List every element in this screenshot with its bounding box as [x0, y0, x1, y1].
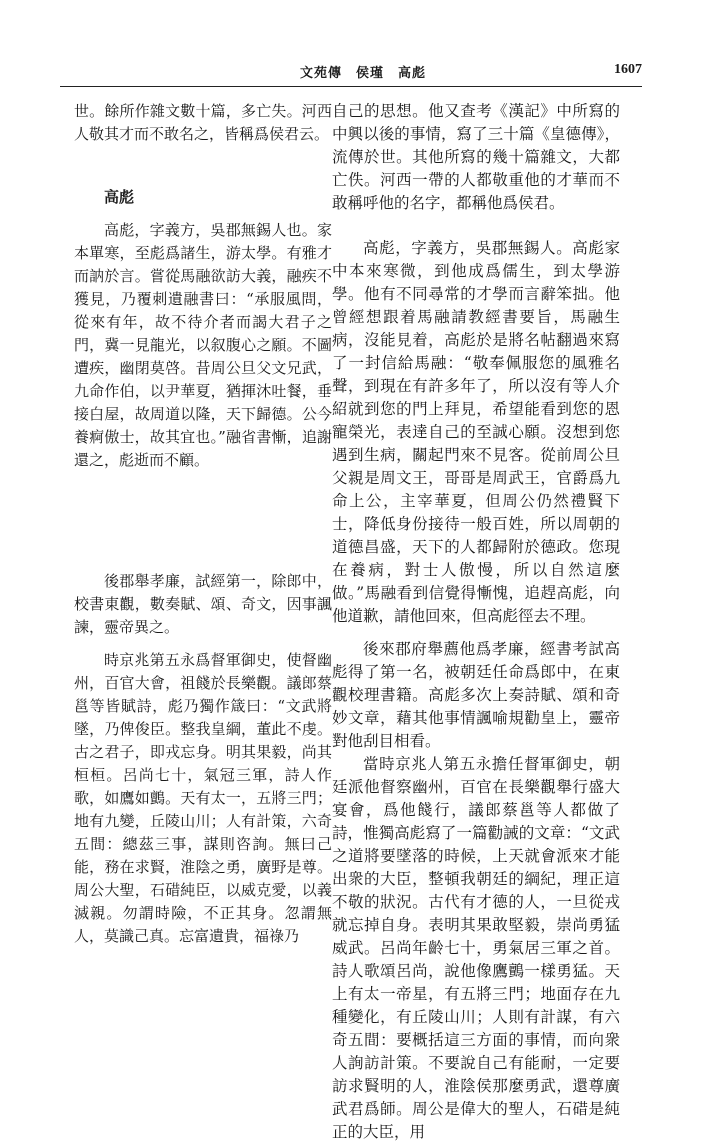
translation-column: [332, 100, 620, 1144]
left-paragraph-2: 後郡舉孝廉，試經第一，除郎中，校書東觀，數奏賦、頌、奇文，因事諷諫，靈帝異之。: [74, 572, 332, 636]
right-paragraph-3: 當時京兆人第五永擔任督軍御史，朝廷派他督察幽州，百官在長樂觀舉行盛大宴會，爲他餞行，議郎蔡邕等人都做了詩，惟獨高彪寫了一篇勸誡的文章：“文武之道將要墜落的時候，上天就會派來才能出衆的大臣，整頓我朝廷的綱紀，理正這不敬的狀況。古代有才德的人，一旦從戎就忘掉自身。表明其果敢堅毅，崇尚勇猛威武。呂尚年齡七十，勇氣居三軍之首。詩人歌頌呂尚，說他像鷹鸇一樣勇猛。天上有太一帝星，有五將三門；地面存在九種變化，有丘陵山川；人則有計謀，有六奇五間：要概括這三方面的事情，而向衆人詢訪計策。不要說自己有能耐，一定要訪求賢明的人，淮陰侯那麼勇武，還尊廣武君爲師。周公是偉大的聖人，石碏是純正的大臣，用: [332, 755, 620, 1141]
right-paragraph-1: 高彪，字義方，吳郡無錫人。高彪家中本來寒微，到他成爲儒生，到太學游學。他有不同尋常的才學而言辭笨拙。他曾經想跟着馬融請教經書要旨，馬融生病，沒能見着，高彪於是將名帖翻過來寫了一封信給馬融：“敬奉佩服您的風雅名聲，到現在有許多年了，所以沒有等人介紹就到您的門上拜見，希望能看到您的恩寵榮光，表達自己的至誠心願。沒想到您遇到生病，關起門來不見客。從前周公旦父親是周文王，哥哥是周武王，官爵爲九命上公，主宰華夏，但周公仍然禮賢下士，降低身份接待一般百姓，所以周朝的道德昌盛，天下的人都歸附於德政。您現在養病，對士人傲慢，所以自然這麼做。”馬融看到信覺得慚愧，追趕高彪，向他道歉，請他回來，但高彪徑去不理。: [332, 239, 620, 625]
left-intro-paragraph: 世。餘所作雜文數十篇，多亡失。河西人敬其才而不敢名之，皆稱爲侯君云。: [74, 102, 332, 143]
header-rule: [60, 86, 642, 87]
left-paragraph-3: 時京兆第五永爲督軍御史，使督幽州，百官大會，祖餞於長樂觀。議郎蔡邕等皆賦詩，彪乃獨作箴曰：“文武將墜，乃俾俊臣。整我皇綱，董此不虔。古之君子，即戎忘身。明其果毅，尚其桓桓。呂尚七十，氣冠三軍，詩人作歌，如鷹如鸇。天有太一，五將三門；地有九變，丘陵山川；人有計策，六奇五間：總茲三事，謀則咨詢。無曰己能，務在求賢，淮陰之勇，廣野是尊。周公大聖，石碏純臣，以威克愛，以義滅親。勿謂時險，不正其身。忽謂無人，莫識己真。忘富遺貴，福祿乃: [74, 651, 332, 945]
left-paragraph-1: 高彪，字義方，吳郡無錫人也。家本單寒，至彪爲諸生，游太學。有雅才而訥於言。嘗從馬融欲訪大義，融疾不獲見，乃覆刺遺融書曰：“承服風問，從來有年，故不待介者而謁大君子之門，冀一見龍光，以叙腹心之願。不圖遭疾，幽閉莫啓。昔周公旦父文兄武，九命作伯，以尹華夏，猶揮沐吐餐，垂接白屋，故周道以隆，天下歸德。公今養痾傲士，故其宜也。”融省書慚，追謝還之，彪逝而不顧。: [74, 221, 332, 469]
section-title: 高彪: [104, 188, 135, 206]
page-number: 1607: [614, 62, 642, 77]
right-intro-paragraph: 自己的思想。他又查考《漢記》中所寫的中興以後的事情，寫了三十篇《皇德傳》，流傳於世。其他所寫的幾十篇雜文，大都亡佚。河西一帶的人都敬重他的才華而不敢稱呼他的名字，都稱他爲侯君。: [332, 102, 620, 212]
running-head: 文苑傳 侯瑾 高彪: [300, 66, 427, 81]
right-paragraph-2: 後來郡府舉薦他爲孝廉，經書考試高彪得了第一名，被朝廷任命爲郎中，在東觀校理書籍。高彪多次上奏詩賦、頌和奇妙文章，藉其他事情諷喻規勸皇上，靈帝對他刮目相看。: [332, 640, 620, 750]
original-text-column: [74, 100, 332, 948]
page-header: [0, 62, 716, 84]
